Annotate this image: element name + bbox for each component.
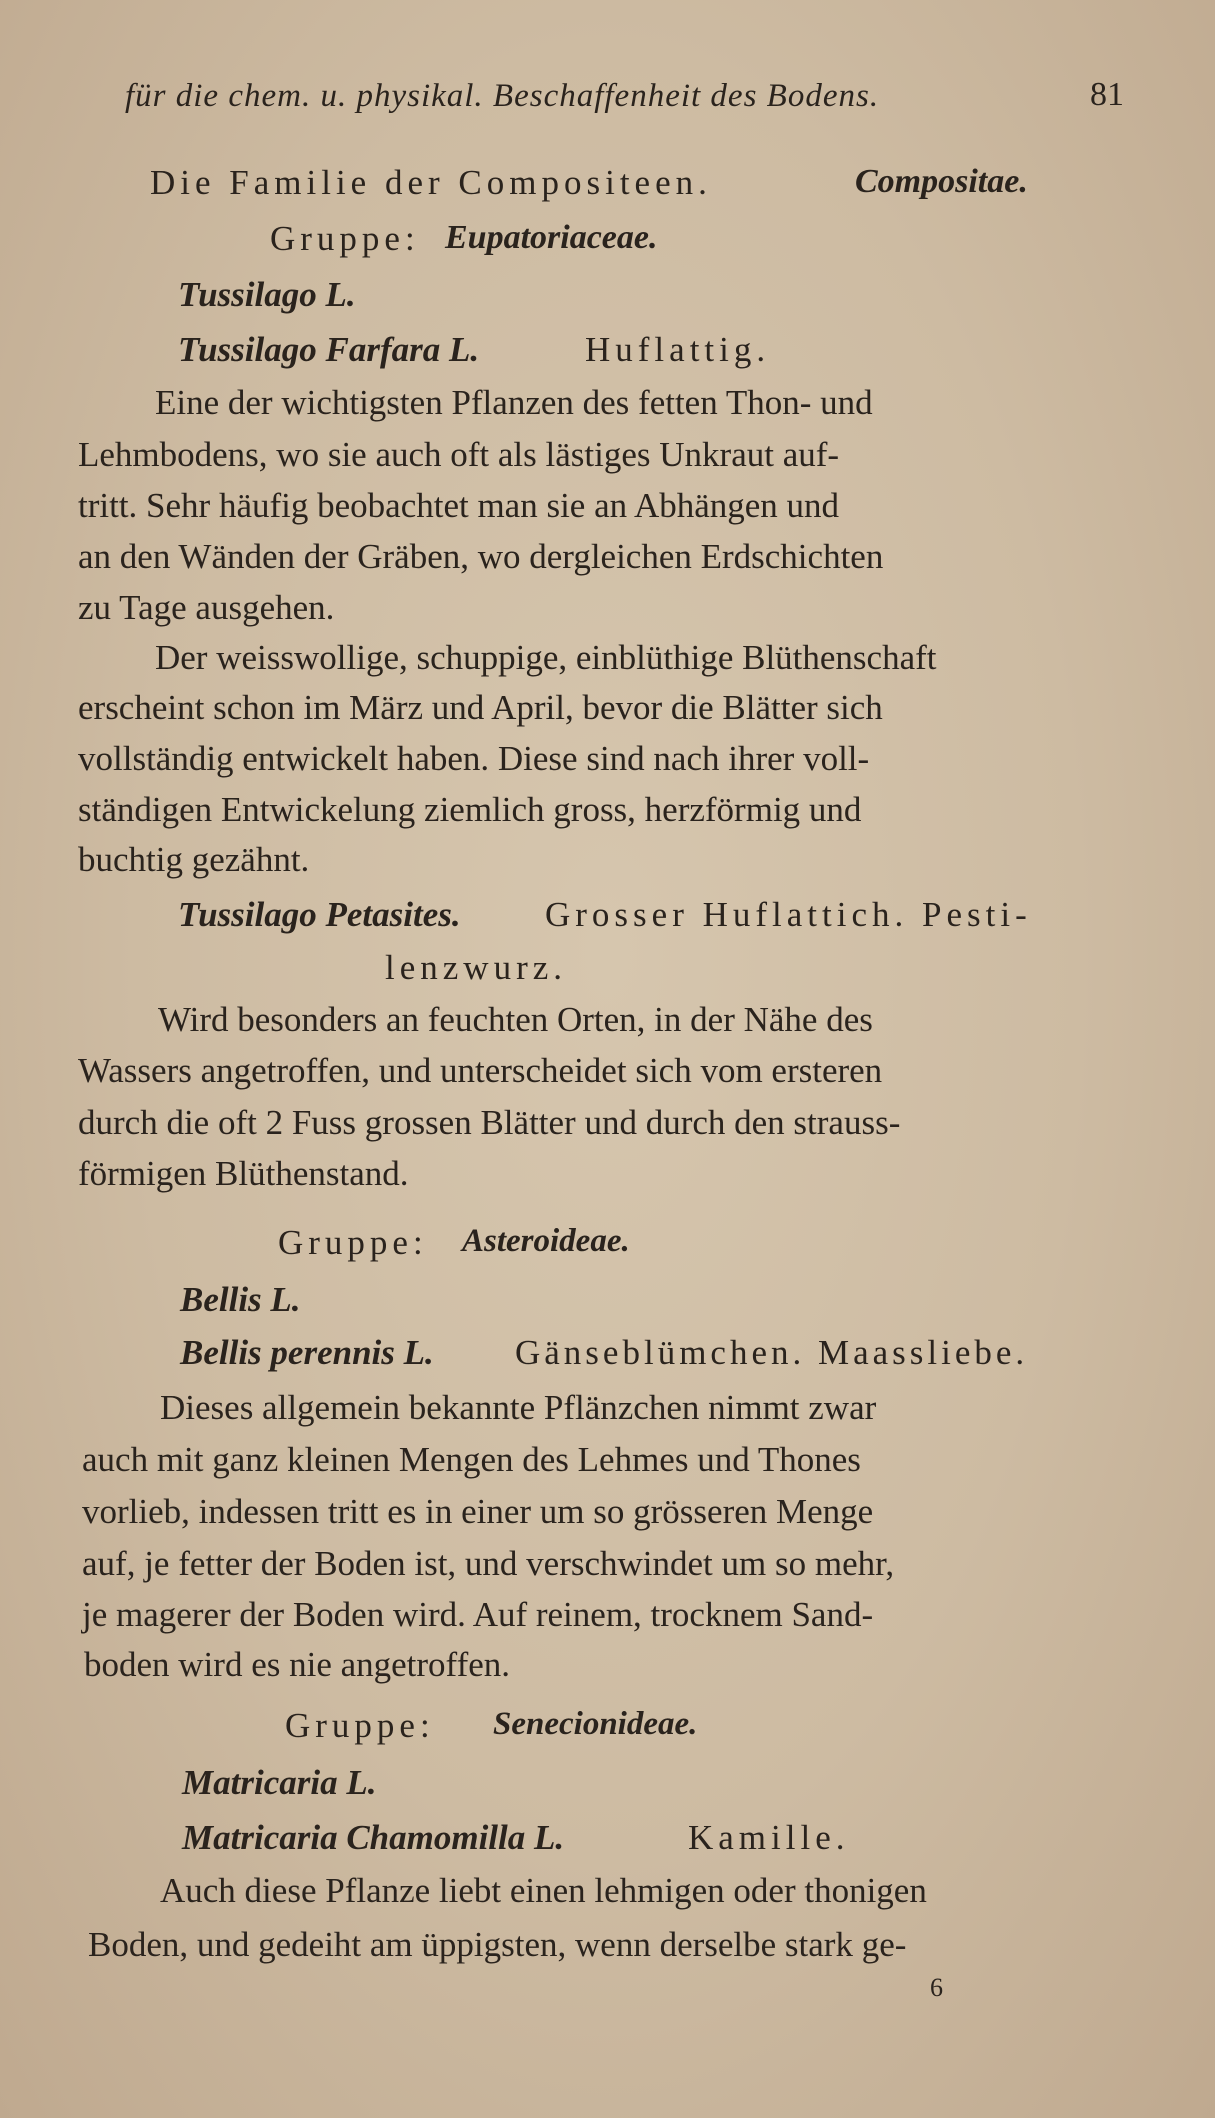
signature-mark: 6 <box>930 1973 943 2002</box>
group-name: Eupatoriaceae. <box>445 219 658 256</box>
species-common-name: Grosser Huflattich. Pesti- <box>545 895 1032 934</box>
paragraph-line: boden wird es nie angetroffen. <box>84 1645 511 1684</box>
species-heading: Bellis perennis L. <box>180 1333 434 1372</box>
paragraph-line: tritt. Sehr häufig beobachtet man sie an Abhängen und <box>78 486 840 525</box>
group-label: Gruppe: <box>270 219 420 258</box>
paragraph-line: ständigen Entwickelung ziemlich gross, herzförmig und <box>78 790 862 829</box>
species-common-name: Kamille. <box>688 1818 850 1857</box>
paragraph-line: Auch diese Pflanze liebt einen lehmigen oder thonigen <box>160 1871 927 1910</box>
paragraph-line: je magerer der Boden wird. Auf reinem, trocknem Sand- <box>82 1595 874 1634</box>
paragraph-line: Wassers angetroffen, und unterscheidet sich vom ersteren <box>78 1051 883 1090</box>
paragraph-line: Wird besonders an feuchten Orten, in der Nähe des <box>158 1000 873 1039</box>
genus-heading: Matricaria L. <box>182 1763 377 1802</box>
paragraph-line: zu Tage ausgehen. <box>78 588 335 627</box>
group-name: Asteroideae. <box>462 1223 630 1259</box>
species-heading: Tussilago Farfara L. <box>178 330 480 369</box>
paragraph-line: durch die oft 2 Fuss grossen Blätter und durch den strauss- <box>78 1103 901 1142</box>
species-common-name: lenzwurz. <box>385 948 568 987</box>
paragraph-line: an den Wänden der Gräben, wo dergleichen Erdschichten <box>78 537 884 576</box>
family-latin: Compositae. <box>855 163 1028 200</box>
genus-heading: Tussilago L. <box>178 275 356 314</box>
paragraph-line: förmigen Blüthenstand. <box>78 1154 409 1193</box>
paragraph-line: Der weisswollige, schuppige, einblüthige Blüthenschaft <box>155 638 937 677</box>
species-common-name: Gänseblümchen. Maassliebe. <box>515 1333 1029 1372</box>
paragraph-line: erscheint schon im März und April, bevor die Blätter sich <box>78 688 883 727</box>
paragraph-line: vollständig entwickelt haben. Diese sind nach ihrer voll- <box>78 739 870 778</box>
paragraph-line: Boden, und gedeiht am üppigsten, wenn derselbe stark ge- <box>88 1925 907 1964</box>
paragraph-line: Eine der wichtigsten Pflanzen des fetten Thon- und <box>155 383 873 422</box>
group-label: Gruppe: <box>285 1706 435 1745</box>
group-label: Gruppe: <box>278 1223 428 1262</box>
species-common-name: Huflattig. <box>585 330 771 369</box>
paragraph-line: auf, je fetter der Boden ist, und verschwindet um so mehr, <box>82 1544 895 1583</box>
species-heading: Tussilago Petasites. <box>178 895 461 934</box>
page-number: 81 <box>1090 76 1124 113</box>
genus-heading: Bellis L. <box>180 1280 301 1319</box>
paragraph-line: Dieses allgemein bekannte Pflänzchen nimmt zwar <box>160 1388 877 1427</box>
paragraph-line: auch mit ganz kleinen Mengen des Lehmes und Thones <box>82 1440 861 1479</box>
paragraph-line: buchtig gezähnt. <box>78 840 310 879</box>
group-name: Senecionideae. <box>493 1706 698 1742</box>
paragraph-line: Lehmbodens, wo sie auch oft als lästiges Unkraut auf- <box>78 435 840 474</box>
running-title: für die chem. u. physikal. Beschaffenheit des Bodens. <box>125 78 880 114</box>
family-heading: Die Familie der Compositeen. <box>150 163 712 202</box>
paragraph-line: vorlieb, indessen tritt es in einer um so grösseren Menge <box>82 1492 874 1531</box>
species-heading: Matricaria Chamomilla L. <box>182 1818 565 1857</box>
